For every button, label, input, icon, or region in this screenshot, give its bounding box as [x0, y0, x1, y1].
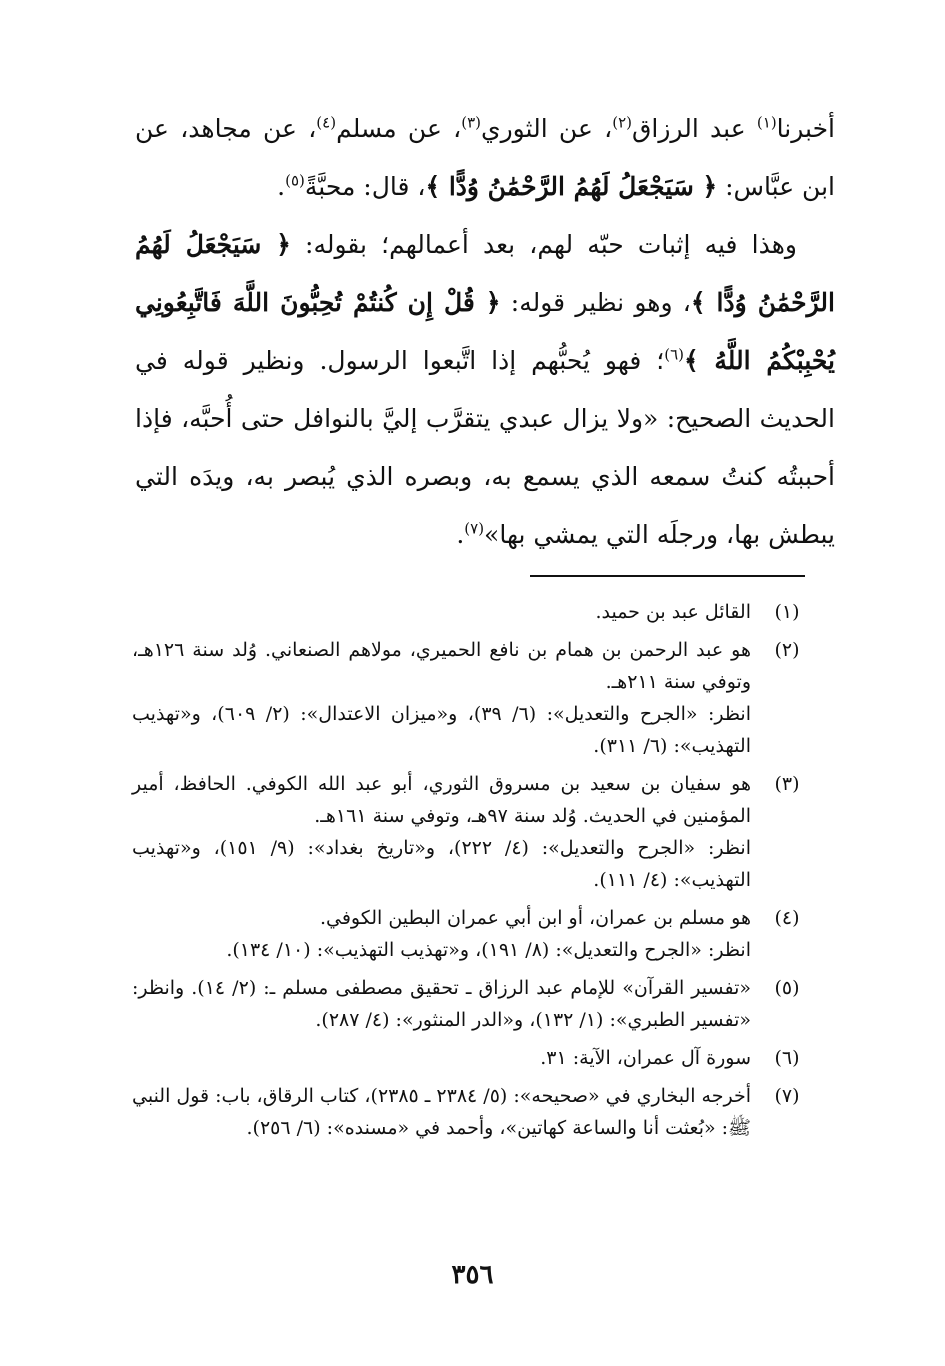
text-segment: ، عن مجاهد، عن ابن عبَّاس: — [135, 114, 835, 201]
footnote-5 — [132, 972, 807, 1036]
footnote-divider — [530, 575, 805, 577]
footnote-text: هو عبد الرحمن بن همام بن نافع الحميري، مولاهم الصنعاني. وُلد سنة ١٢٦هـ، وتوفي سنة ٢١١هـ. — [132, 639, 751, 693]
text-segment: أخبرنا — [776, 114, 835, 143]
text-segment: ، وهو نظير قوله: — [500, 288, 691, 317]
footnote-number: (٣) — [774, 773, 800, 795]
text-segment: . — [456, 520, 465, 549]
footnote-text: هو سفيان بن سعيد بن مسروق الثوري، أبو عبد الله الكوفي. الحافظ، أمير المؤمنين في الحديث. وُلد سنة ٩٧هـ، وتوفي سنة ١٦١هـ. — [132, 773, 751, 827]
footnote-number: (١) — [774, 601, 800, 623]
text-segment: ، عن مسلم — [336, 114, 462, 143]
quran-verse: ﴿ قُلْ إِن كُنتُمْ تُحِبُّونَ اللَّهَ فَاتَّبِعُونِي يُحْبِبْكُمُ اللَّهُ ﴾ — [135, 288, 835, 375]
text-segment: ، قال: محبَّةً — [304, 172, 426, 201]
text-segment: ، عن الثوري — [481, 114, 613, 143]
text-segment: . — [277, 172, 286, 201]
paragraph-2 — [135, 216, 835, 564]
footnote-text: القائل عبد بن حميد. — [595, 601, 751, 623]
footnote-ref-6: (٦) — [664, 345, 684, 364]
text-segment: ؛ فهو يُحبُّهم إذا اتَّبعوا الرسول. ونظير قوله في الحديث الصحيح: «ولا يزال عبدي يتقرَّب إليَّ بالنوافل حتى أُحبَّه، فإذا أحببتُه كنتُ سمعه الذي يسمع به، وبصره الذي يُبصر به، ويدَه التي يبطش بها، ورجلَه التي يمشي بها» — [135, 346, 835, 549]
quran-verse: ﴿ سَيَجْعَلُ لَهُمُ الرَّحْمَٰنُ وُدًّا ﴾ — [425, 172, 718, 201]
footnote-number: (٧) — [774, 1085, 800, 1107]
footnote-number: (٥) — [774, 977, 800, 999]
footnote-4 — [132, 902, 807, 966]
main-text — [135, 100, 835, 564]
text-segment: عبد الرزاق — [632, 114, 757, 143]
footnote-number: (٤) — [774, 907, 800, 929]
footnote-6 — [132, 1042, 807, 1074]
footnote-ref-1: (١) — [756, 113, 777, 132]
footnote-2 — [132, 634, 807, 762]
footnote-text: أخرجه البخاري في «صحيحه»: (٥/ ٢٣٨٤ ـ ٢٣٨٥)، كتاب الرقاق، باب: قول النبي ﷺ: «بُعثت أنا والساعة كهاتين»، وأحمد في «مسنده»: (٦/ ٢٥٦). — [132, 1085, 751, 1139]
footnote-number: (٢) — [774, 639, 800, 661]
footnote-text: هو مسلم بن عمران، أو ابن أبي عمران البطين الكوفي. — [319, 907, 751, 929]
text-segment: وهذا فيه إثبات حبّه لهم، بعد أعمالهم؛ بقوله: — [290, 230, 797, 259]
footnotes — [132, 596, 807, 1150]
page-number: ٣٥٦ — [451, 1260, 494, 1290]
footnote-ref-7: (٧) — [464, 519, 485, 538]
footnote-1 — [132, 596, 807, 628]
footnote-ref-5: (٥) — [285, 171, 305, 190]
footnote-7 — [132, 1080, 807, 1144]
footnote-text: سورة آل عمران، الآية: ٣١. — [540, 1047, 751, 1069]
footnote-text: «تفسير القرآن» للإمام عبد الرزاق ـ تحقيق مصطفى مسلم ـ: (٢/ ١٤). وانظر: «تفسير الطبري»: (١/ ١٣٢)، و«الدر المنثور»: (٤/ ٢٨٧). — [132, 977, 751, 1031]
quran-verse: ﴿ سَيَجْعَلُ لَهُمُ الرَّحْمَٰنُ وُدًّا ﴾ — [135, 230, 835, 317]
footnote-text: انظر: «الجرح والتعديل»: (٨/ ١٩١)، و«تهذيب التهذيب»: (١٠/ ١٣٤). — [226, 939, 751, 961]
paragraph-1 — [135, 100, 835, 216]
footnote-ref-3: (٣) — [461, 113, 481, 132]
footnote-ref-4: (٤) — [316, 113, 337, 132]
footnote-3 — [132, 768, 807, 896]
footnote-ref-2: (٢) — [612, 113, 632, 132]
footnote-text: انظر: «الجرح والتعديل»: (٤/ ٢٢٢)، و«تاريخ بغداد»: (٩/ ١٥١)، و«تهذيب التهذيب»: (٤/ ١١١). — [132, 837, 751, 891]
footnote-text: انظر: «الجرح والتعديل»: (٦/ ٣٩)، و«ميزان الاعتدال»: (٢/ ٦٠٩)، و«تهذيب التهذيب»: (٦/ ٣١١). — [132, 703, 751, 757]
footnote-number: (٦) — [774, 1047, 800, 1069]
